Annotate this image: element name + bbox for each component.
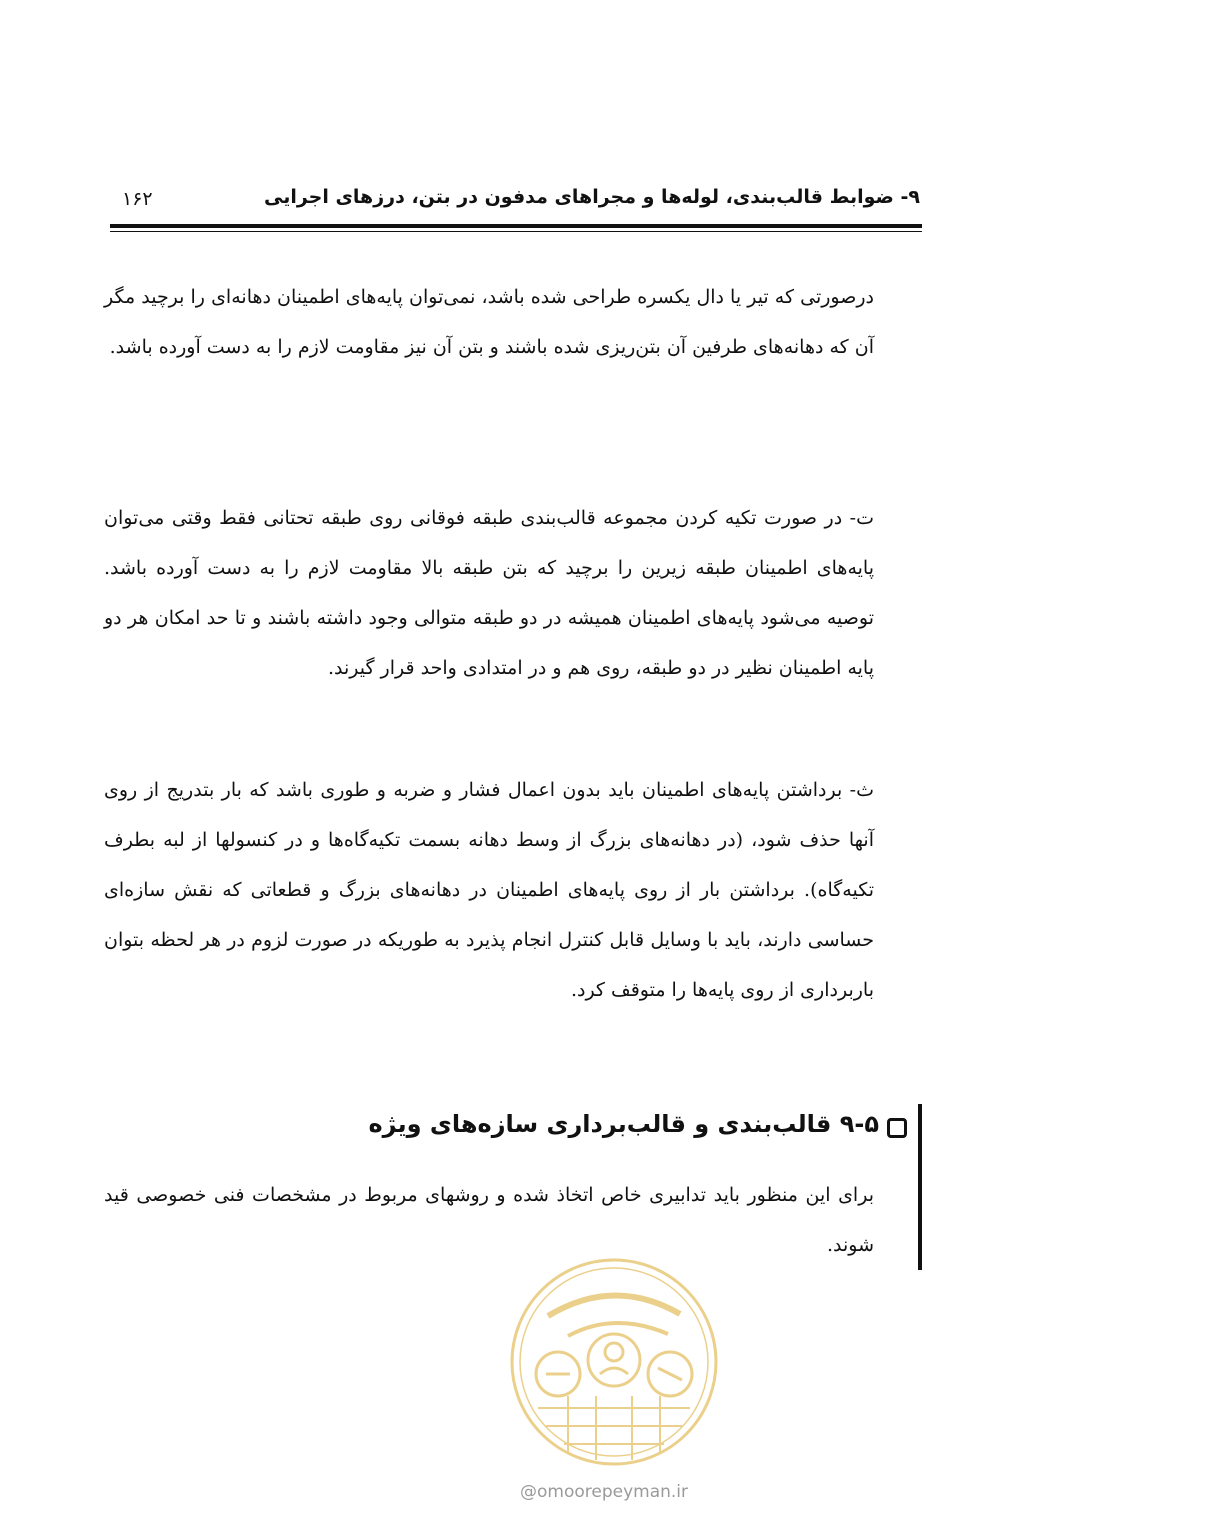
section-paragraph: برای این منظور باید تدابیری خاص اتخاذ شده و روشهای مربوط در مشخصات فنی خصوصی قید شوند.	[104, 1184, 874, 1256]
section-heading: ۹-۵ قالب‌بندی و قالب‌برداری سازه‌های ویژه	[368, 1110, 879, 1138]
section-checkbox-icon	[887, 1118, 907, 1138]
header-rule-thick	[110, 224, 922, 228]
section-margin-bar	[918, 1104, 922, 1270]
header-rule-thin	[110, 231, 922, 232]
watermark-seal	[508, 1256, 720, 1468]
body-paragraph-th: ث- برداشتن پایه‌های اطمینان باید بدون اعمال فشار و ضربه و طوری باشد که بار بتدریج از روی آنها حذف شود، (در دهانه‌های بزرگ از وسط دهانه بسمت تکیه‌گاه‌ها و در کنسولها از لبه بطرف تکیه‌گاه). برداشتن بار از روی پایه‌های اطمینان در دهانه‌های بزرگ و قطعاتی که نقش سازه‌ای حساسی دارند، باید با وسایل قابل کنترل انجام پذیرد به طوریکه در صورت لزوم در هر لحظه بتوان باربرداری از روی پایه‌ها را متوقف کرد.	[104, 779, 874, 1001]
body-paragraph: درصورتی که تیر یا دال یکسره طراحی شده باشد، نمی‌توان پایه‌های اطمینان دهانه‌ای را برچید مگر آن که دهانه‌های طرفین آن بتن‌ریزی شده باشند و بتن آن نیز مقاومت لازم را به دست آورده باشد.	[104, 286, 874, 358]
chapter-title: ۹- ضوابط قالب‌بندی، لوله‌ها و مجراهای مدفون در بتن، درزهای اجرایی	[263, 186, 920, 208]
watermark-site: @omoorepeyman.ir	[520, 1482, 689, 1502]
body-paragraph-t: ت- در صورت تکیه کردن مجموعه قالب‌بندی طبقه فوقانی روی طبقه تحتانی فقط وقتی می‌توان پایه‌های اطمینان طبقه زیرین را برچید که بتن طبقه بالا مقاومت لازم را به دست آورده باشد. توصیه می‌شود پایه‌های اطمینان همیشه در دو طبقه متوالی وجود داشته باشند و تا حد امکان هر دو پایه اطمینان نظیر در دو طبقه، روی هم و در امتدادی واحد قرار گیرند.	[104, 507, 874, 679]
running-header	[110, 182, 920, 222]
page-number: ۱۶۲	[122, 188, 153, 210]
watermark-seal-icon	[508, 1256, 720, 1468]
